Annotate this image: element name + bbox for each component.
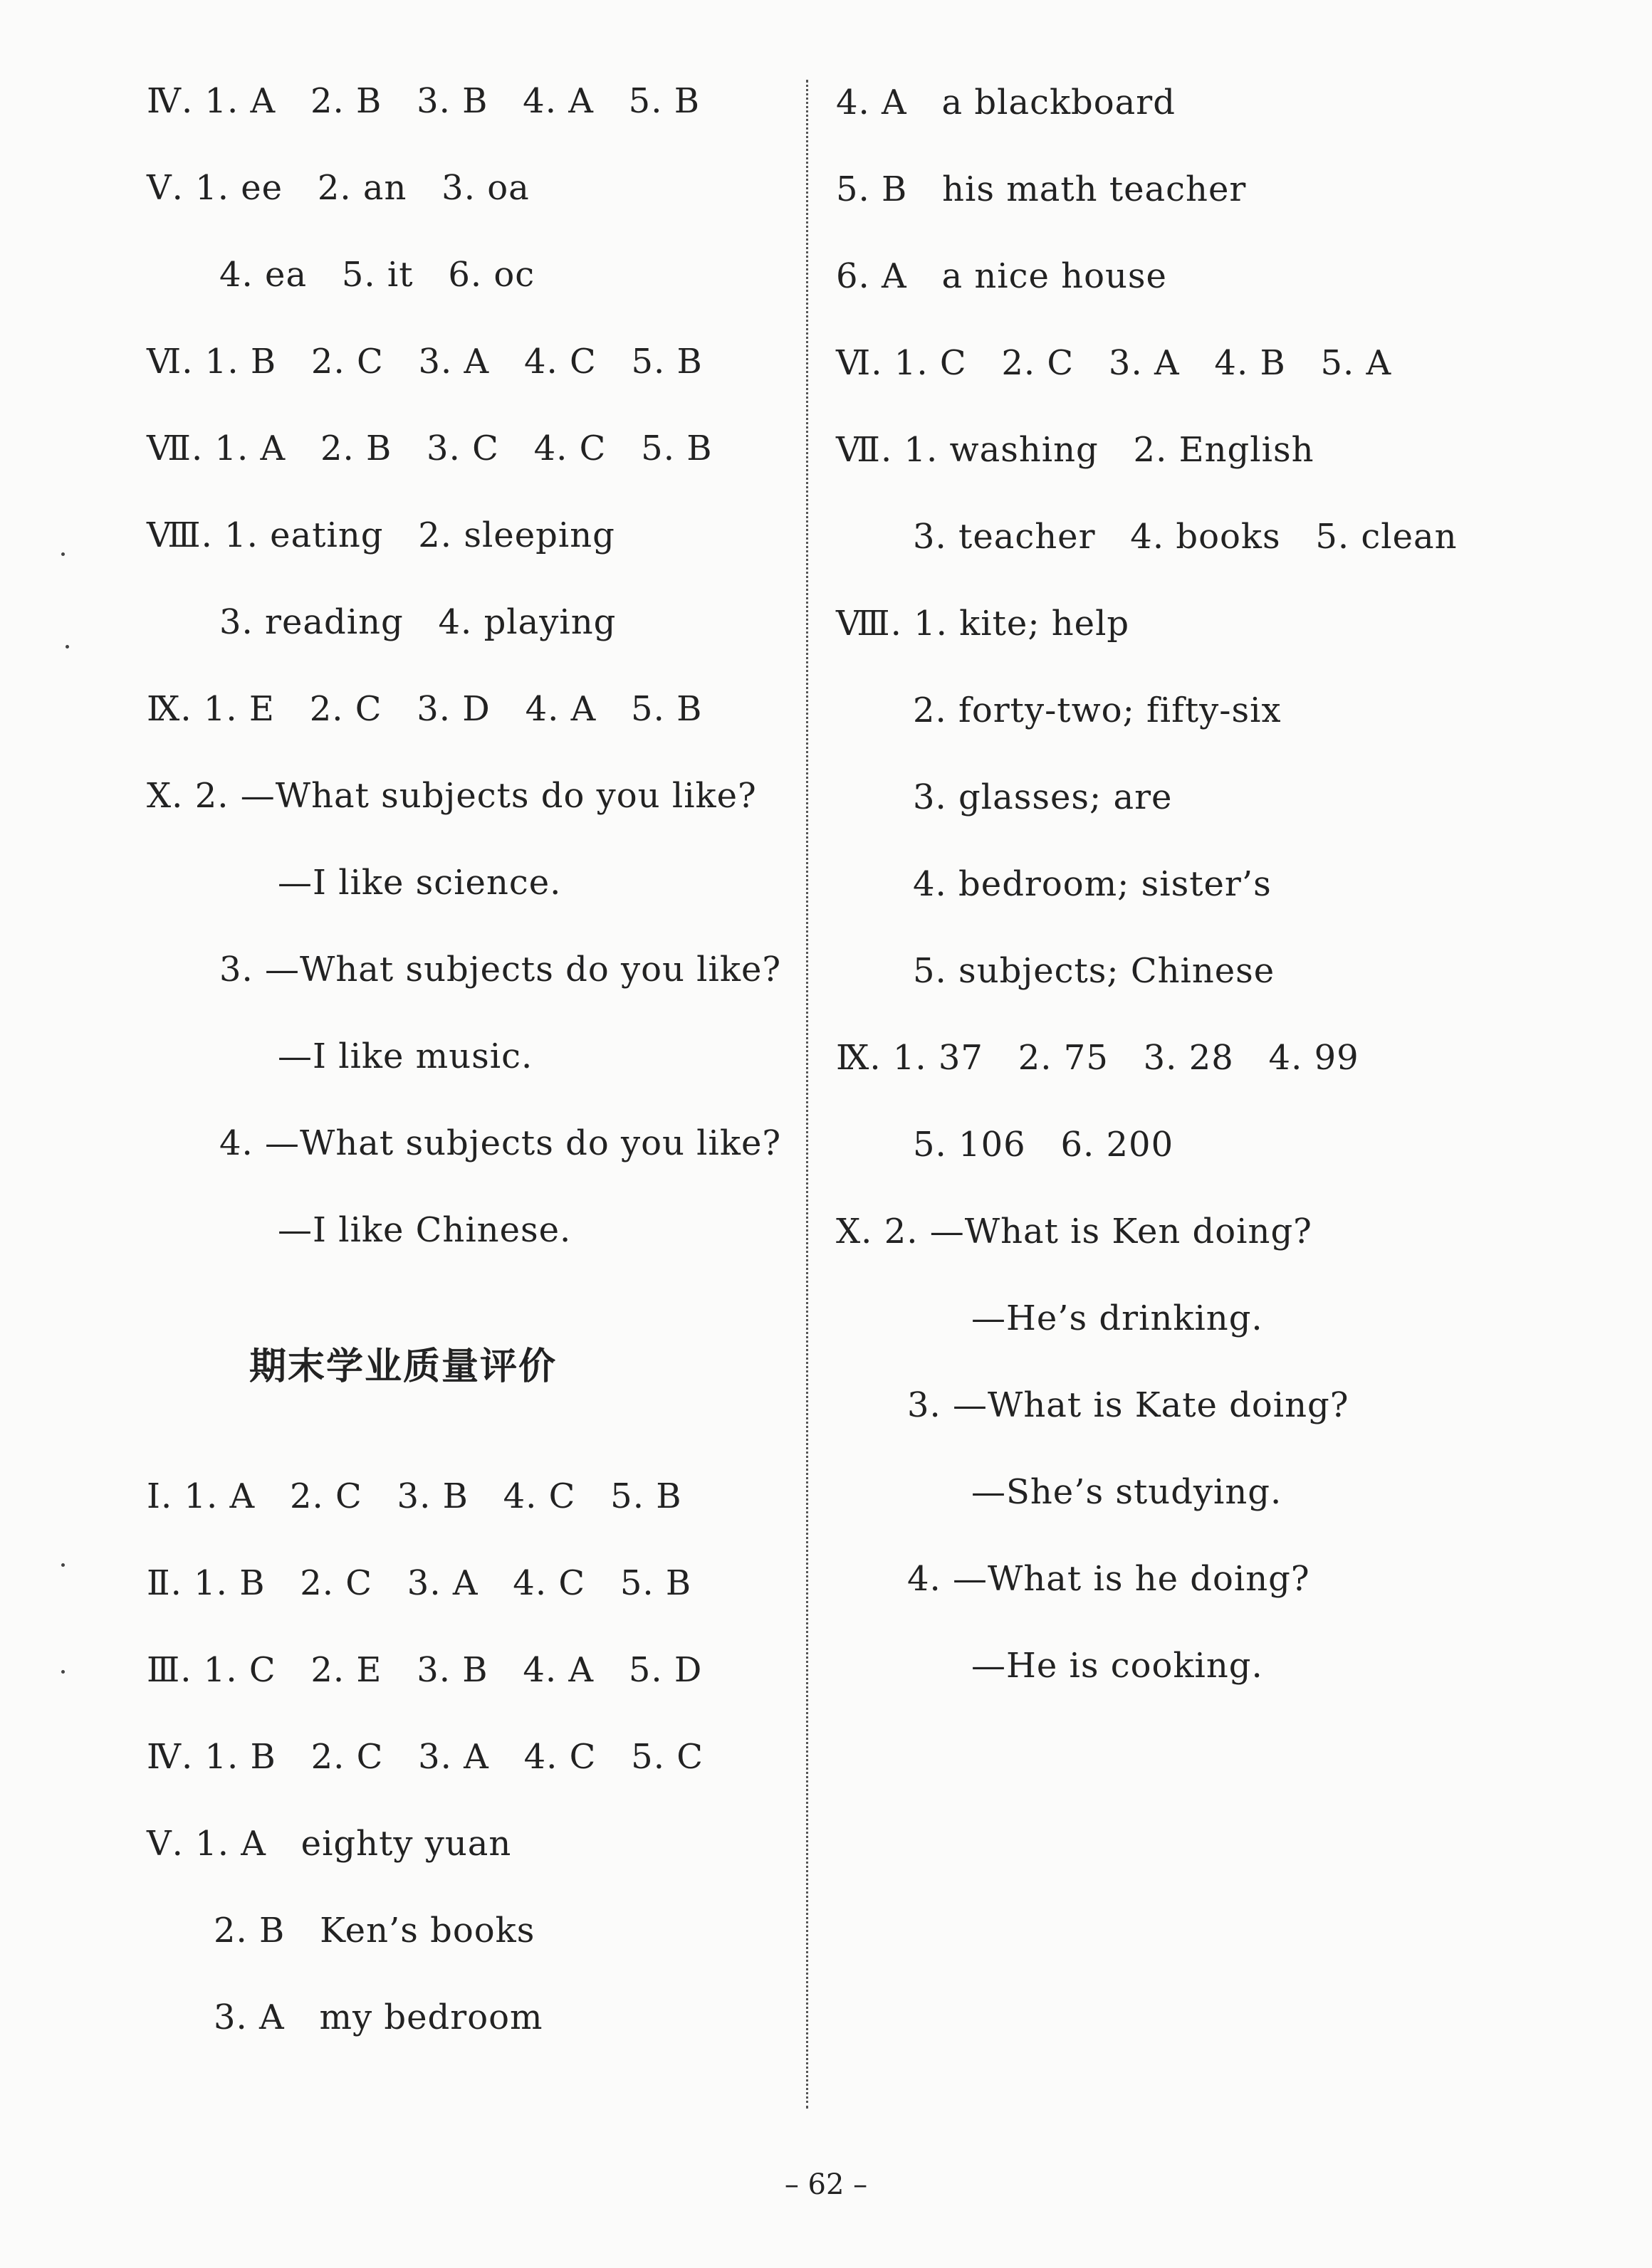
- answer-line: Ⅰ. 1. A 2. C 3. B 4. C 5. B: [147, 1476, 682, 1516]
- scan-speck: [61, 1563, 65, 1567]
- answer-line: 4. bedroom; sister’s: [913, 864, 1272, 904]
- answer-line: —He’s drinking.: [971, 1298, 1263, 1338]
- page-number: – 62 –: [784, 2168, 868, 2201]
- answer-line: 4. —What subjects do you like?: [219, 1123, 782, 1163]
- answer-line: 4. —What is he doing?: [907, 1559, 1310, 1599]
- answer-line: 4. A a blackboard: [836, 83, 1176, 122]
- answer-line: 3. A my bedroom: [214, 1997, 543, 2037]
- answer-line: 3. teacher 4. books 5. clean: [913, 517, 1458, 557]
- answer-line: Ⅷ. 1. eating 2. sleeping: [147, 515, 615, 555]
- answer-line: Ⅸ. 1. E 2. C 3. D 4. A 5. B: [147, 689, 703, 729]
- answer-line: Ⅲ. 1. C 2. E 3. B 4. A 5. D: [147, 1650, 703, 1690]
- answer-line: Ⅳ. 1. B 2. C 3. A 4. C 5. C: [147, 1737, 704, 1777]
- answer-line: Ⅶ. 1. washing 2. English: [836, 430, 1314, 470]
- answer-line: 5. 106 6. 200: [913, 1125, 1174, 1165]
- answer-line: 2. forty-two; fifty-six: [913, 691, 1282, 730]
- answer-line: —I like Chinese.: [278, 1210, 572, 1250]
- answer-line: Ⅹ. 2. —What subjects do you like?: [147, 776, 757, 816]
- answer-line: Ⅷ. 1. kite; help: [836, 604, 1130, 644]
- answer-line: 4. ea 5. it 6. oc: [219, 255, 535, 295]
- answer-line: 3. reading 4. playing: [219, 602, 617, 642]
- answer-line: 5. B his math teacher: [836, 169, 1247, 209]
- answer-line: 3. glasses; are: [913, 777, 1173, 817]
- answer-line: Ⅹ. 2. —What is Ken doing?: [836, 1212, 1312, 1251]
- section-title: 期末学业质量评价: [249, 1345, 557, 1388]
- answer-line: Ⅴ. 1. A eighty yuan: [147, 1824, 512, 1864]
- answer-line: —She’s studying.: [971, 1472, 1282, 1512]
- scan-speck: [66, 645, 69, 649]
- answer-line: Ⅵ. 1. C 2. C 3. A 4. B 5. A: [836, 343, 1392, 383]
- answer-line: 3. —What is Kate doing?: [907, 1385, 1349, 1425]
- answer-line: —He is cooking.: [971, 1646, 1263, 1686]
- answer-line: —I like music.: [278, 1036, 533, 1076]
- answer-line: 2. B Ken’s books: [214, 1911, 535, 1951]
- answer-line: Ⅶ. 1. A 2. B 3. C 4. C 5. B: [147, 429, 713, 468]
- answer-line: Ⅴ. 1. ee 2. an 3. oa: [147, 168, 530, 208]
- scan-speck: [61, 552, 65, 556]
- answer-line: 6. A a nice house: [836, 256, 1167, 296]
- column-divider: [806, 80, 808, 2109]
- answer-line: —I like science.: [278, 863, 562, 903]
- answer-line: Ⅳ. 1. A 2. B 3. B 4. A 5. B: [147, 81, 700, 121]
- answer-line: 5. subjects; Chinese: [913, 951, 1275, 991]
- answer-line: Ⅸ. 1. 37 2. 75 3. 28 4. 99: [836, 1038, 1359, 1078]
- answer-line: Ⅱ. 1. B 2. C 3. A 4. C 5. B: [147, 1563, 692, 1603]
- answer-line: Ⅵ. 1. B 2. C 3. A 4. C 5. B: [147, 342, 703, 382]
- scan-speck: [61, 1670, 65, 1674]
- answer-line: 3. —What subjects do you like?: [219, 950, 782, 989]
